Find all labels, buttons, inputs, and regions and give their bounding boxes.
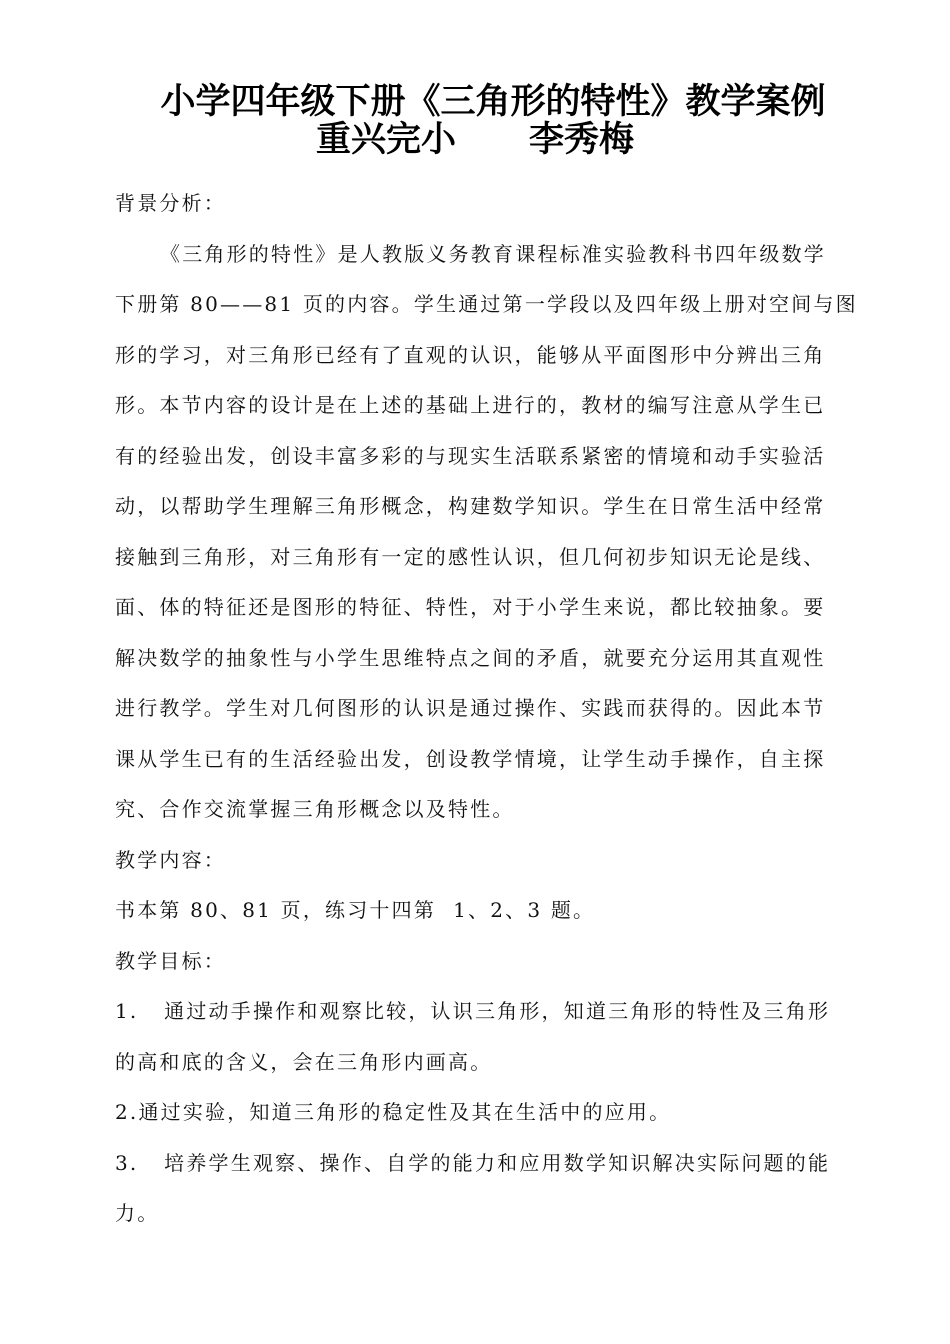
background-line: 动，以帮助学生理解三角形概念，构建数学知识。学生在日常生活中经常 [115,494,826,518]
content-text: 书本第 80、81 页，练习十四第 1、2、3 题。 [115,898,596,922]
objectives-heading: 教学目标： [115,948,226,973]
background-line: 下册第 80——81 页的内容。学生通过第一学段以及四年级上册对空间与图 [115,292,858,316]
author-line: 重兴完小 李秀梅 [315,120,635,160]
background-line: 形。本节内容的设计是在上述的基础上进行的，教材的编写注意从学生已 [115,393,826,417]
background-line: 进行教学。学生对几何图形的认识是通过操作、实践而获得的。因此本节 [115,696,826,720]
objective-line: 3. 培养学生观察、操作、自学的能力和应用数学知识解决实际问题的能 [115,1150,831,1175]
objective-line: 1. 通过动手操作和观察比较，认识三角形，知道三角形的特性及三角形 [115,999,831,1023]
background-line: 形的学习，对三角形已经有了直观的认识，能够从平面图形中分辨出三角 [115,342,826,367]
background-line: 《三角形的特性》是人教版义务教育课程标准实验教科书四年级数学 [160,241,826,266]
content-heading: 教学内容： [115,847,226,872]
objective-line: 的高和底的含义，会在三角形内画高。 [115,1049,493,1074]
background-line: 面、体的特征还是图形的特征、特性，对于小学生来说，都比较抽象。要 [115,595,826,619]
objective-line: 力。 [115,1201,160,1225]
background-line: 接触到三角形，对三角形有一定的感性认识，但几何初步知识无论是线、 [115,544,826,569]
background-heading: 背景分析： [115,191,226,215]
objective-line: 2.通过实验，知道三角形的稳定性及其在生活中的应用。 [115,1100,672,1124]
background-line: 有的经验出发，创设丰富多彩的与现实生活联系紧密的情境和动手实验活 [115,443,826,468]
document-body [115,178,858,1239]
background-line: 课从学生已有的生活经验出发，创设教学情境，让学生动手操作，自主探 [115,746,826,771]
background-line: 解决数学的抽象性与小学生思维特点之间的矛盾，就要充分运用其直观性 [115,645,826,670]
document-title: 小学四年级下册《三角形的特性》教学案例 [160,82,826,122]
background-line: 究、合作交流掌握三角形概念以及特性。 [115,797,515,821]
